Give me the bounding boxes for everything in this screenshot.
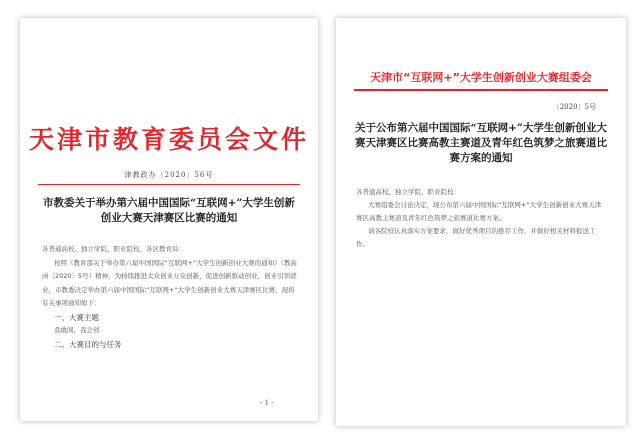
- left-doc-salutation: 各普通高校、独立学院、职业院校、各区教育局：: [42, 245, 185, 253]
- left-doc-body: [42, 243, 298, 351]
- left-doc-section-2: 二、大赛目的与任务: [54, 339, 122, 349]
- right-doc-red-header: 天津市“互联网+”大学生创新创业大赛组委会: [370, 71, 592, 84]
- left-doc-red-header: 天津市教育委员会文件: [28, 125, 309, 154]
- left-doc-section-1-content: 我敢闯，我会创: [54, 326, 100, 334]
- left-doc-number: 津教政办〔2020〕56号: [124, 171, 214, 179]
- left-doc-section-1: 一、大赛主题: [54, 312, 99, 322]
- right-doc-red-rule: [354, 89, 608, 91]
- left-doc-title: 市教委关于举办第六届中国国际“互联网+”大学生创新创业大赛天津赛区比赛的通知: [43, 197, 295, 224]
- left-doc-page-number: - 1 -: [260, 399, 274, 407]
- right-doc-paragraph-1: 大赛组委会讨论决定，现公布第六届中国国际“互联网+”大学生创新创业大赛天津赛区高教主赛道及青年红色筑梦之旅赛道比赛方案。: [356, 201, 602, 222]
- left-document-page: [20, 18, 318, 421]
- left-doc-paragraph: 按照《教育部关于举办第六届中国国际“互联网+”大学生创新创业大赛的通知》（教高函〔2020〕5号）精神，为持续推进大众创业万众创新，促进创新驱动创业，创业引领就业，市教委决定举办第六届中国国际“互联网+”大学生创新创业大赛天津赛区比赛，现将有关事项通知如下：: [42, 258, 297, 307]
- right-doc-title: 关于公布第六届中国国际“互联网+”大学生创新创业大赛天津赛区比赛高教主赛道及青年红色筑梦之旅赛道比赛方案的通知: [355, 122, 607, 164]
- right-document-page: [336, 18, 626, 426]
- right-doc-paragraph-2: 请各院校认真落实方案要求，做好优秀项目的推荐工作，并做好相关材料报送工作。: [356, 227, 596, 248]
- right-doc-number: 〔2020〕5号: [552, 103, 596, 111]
- left-doc-red-rule: [38, 184, 300, 185]
- right-doc-salutation: 各普通高校、独立学院、职业院校：: [356, 188, 460, 196]
- right-doc-body: [356, 186, 606, 251]
